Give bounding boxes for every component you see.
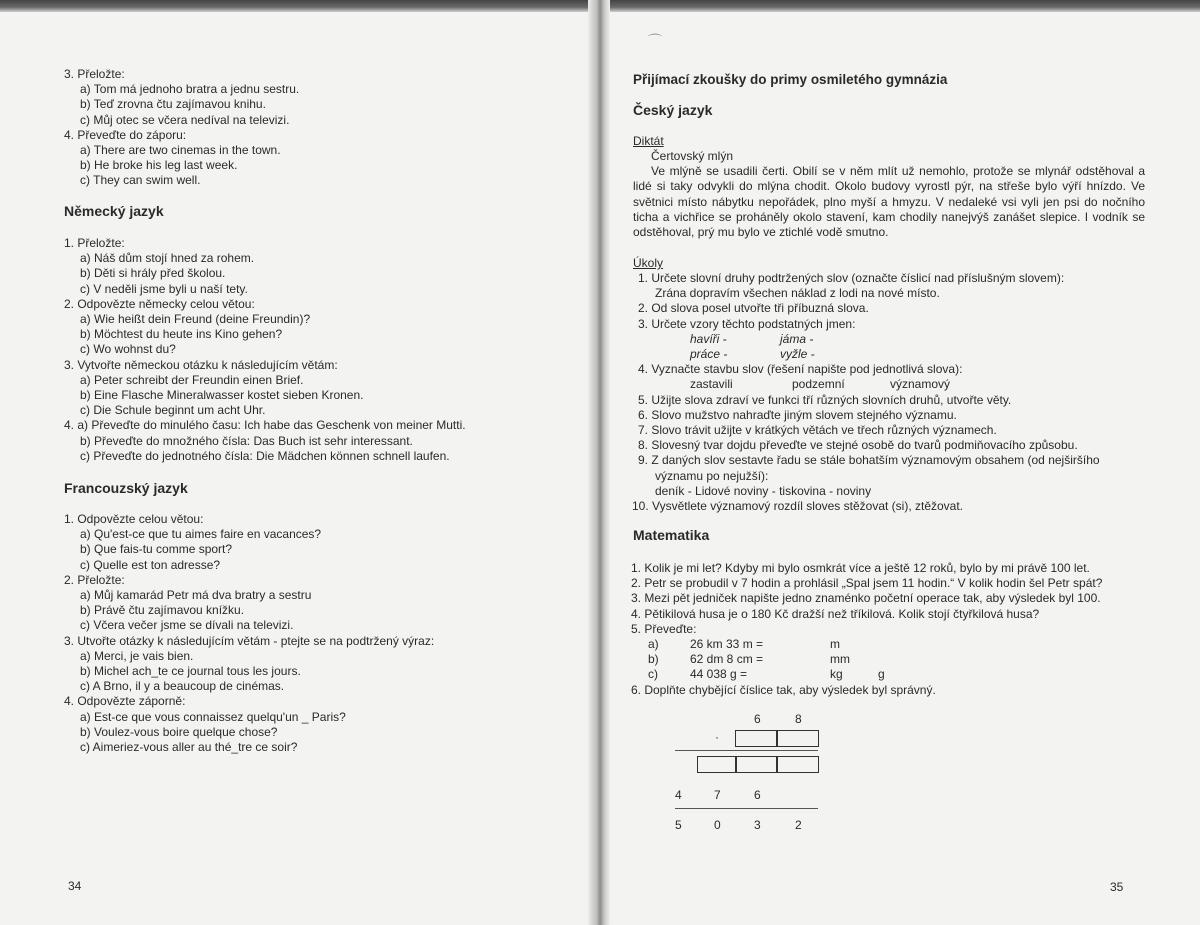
digit-box xyxy=(735,756,778,773)
structure-word: významový xyxy=(890,377,951,392)
list-item: c) Aimeriez-vous aller au thé_tre ce soir? xyxy=(80,740,298,755)
math-item: 6. Doplňte chybějící číslice tak, aby výsledek byl správný. xyxy=(631,682,936,697)
puzzle-digit: 6 xyxy=(754,788,761,802)
conversion-expression: 44 038 g = xyxy=(690,667,748,682)
structure-word: podzemní xyxy=(792,377,845,392)
list-item: a) There are two cinemas in the town. xyxy=(80,143,281,158)
task-sentence: Zrána dopravím všechen náklad z lodi na nové místo. xyxy=(655,286,940,301)
german-exercises xyxy=(64,236,466,464)
french-exercises xyxy=(64,512,434,755)
multiplication-puzzle xyxy=(675,712,825,842)
dictation-label: Diktát xyxy=(633,134,664,148)
tasks-label: Úkoly xyxy=(633,256,664,270)
question-title: 3. Přeložte: xyxy=(64,67,125,81)
noun-word: havíři - xyxy=(690,331,727,346)
section-heading-czech: Český jazyk xyxy=(633,102,713,118)
noun-word: vyžle - xyxy=(780,347,815,362)
task-item: 2. Od slova posel utvořte tři příbuzná slova. xyxy=(638,301,869,316)
structure-word: zastavili xyxy=(690,377,733,392)
question-title: 2. Odpovězte německy celou větou: xyxy=(64,296,255,311)
list-item: c) Můj otec se včera nedíval na televizi. xyxy=(80,112,290,127)
conversion-expression: 26 km 33 m = xyxy=(690,637,764,652)
conversion-expression: 62 dm 8 cm = xyxy=(690,652,764,667)
puzzle-digit: 7 xyxy=(714,788,721,802)
list-item: c) Die Schule beginnt um acht Uhr. xyxy=(80,403,266,418)
list-item: c) Včera večer jsme se dívali na televizi. xyxy=(80,618,294,633)
digit-box xyxy=(776,756,819,773)
list-item: a) Wie heißt dein Freund (deine Freundin)? xyxy=(80,312,311,327)
task-item: 6. Slovo mužstvo nahraďte jiným slovem stejného významu. xyxy=(638,407,957,422)
math-tasks xyxy=(631,561,1102,698)
noun-word: jáma - xyxy=(780,331,814,346)
list-item: a) Merci, je vais bien. xyxy=(80,648,194,663)
question-title: 2. Přeložte: xyxy=(64,572,125,587)
conversion-unit: m xyxy=(830,637,840,652)
list-item: c) Quelle est ton adresse? xyxy=(80,557,221,572)
noun-word: práce - xyxy=(690,347,728,362)
puzzle-digit: 2 xyxy=(795,818,802,832)
english-exercises xyxy=(64,67,299,189)
puzzle-digit: 3 xyxy=(754,818,761,832)
list-item: a) Peter schreibt der Freundin einen Brief. xyxy=(80,372,304,387)
question-title: 4. Převeďte do záporu: xyxy=(64,127,187,142)
dictation-paragraph: Ve mlýně se usadili čerti. Obilí se v něm mlít už nemohlo, protože se mlynář odstěhoval a lidé si taky odvykli do mlýna chodit. Okolo budovy vyrostl pýr, na střeše bylo výří hnízdo. Ve světnici místo nábytku nepořádek, plno myší a hmyzu. V nedaleké vsi vyli jen psi do nočního ticha a vichřice se proháněly okolo stavení, kam chodily nanejvýš zanášet slepice. I vodník se odstěhoval, prý mu bylo ve ztichlé vodě smutno. xyxy=(633,164,1145,240)
math-item: 2. Petr se probudil v 7 hodin a prohlásil „Spal jsem 11 hodin.“ V kolik hodin šel Petr spát? xyxy=(631,576,1103,591)
page-title: Přijímací zkoušky do primy osmiletého gymnázia xyxy=(633,72,948,87)
list-item: c) V neděli jsme byli u naší tety. xyxy=(80,281,248,296)
left-page xyxy=(0,0,588,925)
math-item: 1. Kolik je mi let? Kdyby mi bylo osmkrát více a ještě 12 roků, bylo by mi právě 100 let. xyxy=(631,561,1090,575)
task-item: 9. Z daných slov sestavte řadu se stále bohatším významovým obsahem (od nejširšího xyxy=(638,453,1100,468)
divider-line xyxy=(675,750,818,751)
list-item: c) A Brno, il y a beaucoup de cinémas. xyxy=(80,679,285,694)
puzzle-digit: 0 xyxy=(714,818,721,832)
list-item: a) Qu'est-ce que tu aimes faire en vacances? xyxy=(80,527,322,542)
list-item: a) Náš dům stojí hned za rohem. xyxy=(80,251,255,266)
dictation-text xyxy=(633,164,1145,240)
task-item: 5. Užijte slova zdraví ve funkci tří různých slovních druhů, utvořte věty. xyxy=(638,392,1012,407)
task-item: 8. Slovesný tvar dojdu převeďte ve stejné osobě do tvarů podmiňovacího způsobu. xyxy=(638,438,1078,453)
list-item: b) Voulez-vous boire quelque chose? xyxy=(80,724,278,739)
list-item: a) Můj kamarád Petr má dva bratry a sestru xyxy=(80,588,312,603)
page-number: 35 xyxy=(1110,880,1124,894)
divider-line xyxy=(675,808,818,809)
puzzle-digit: 5 xyxy=(675,818,682,832)
list-item: b) Eine Flasche Mineralwasser kostet sieben Kronen. xyxy=(80,388,364,403)
multiply-dot: · xyxy=(715,730,719,744)
list-item: b) Que fais-tu comme sport? xyxy=(80,542,233,557)
section-heading-german: Německý jazyk xyxy=(64,203,164,219)
conversion-label: b) xyxy=(648,652,659,667)
question-title: 3. Vytvořte německou otázku k následujícím větám: xyxy=(64,357,338,372)
task-item-continued: významu po nejužší): xyxy=(655,468,769,483)
list-item: b) Michel ach_te ce journal tous les jours. xyxy=(80,664,301,679)
conversion-row xyxy=(631,667,1102,682)
question-title: 1. Přeložte: xyxy=(64,236,125,250)
task-item: 7. Slovo trávit užijte v krátkých větách ve třech různých významech. xyxy=(638,423,997,438)
task-item: 10. Vysvětlete významový rozdíl sloves stěžovat (si), ztěžovat. xyxy=(632,499,964,514)
math-item: 4. Pětikilová husa je o 180 Kč dražší než tříkilová. Kolik stojí čtyřkilová husa? xyxy=(631,606,1040,621)
conversion-label: a) xyxy=(648,637,659,652)
list-item: b) Převeďte do množného čísla: Das Buch ist sehr interessant. xyxy=(80,433,413,448)
digit-box xyxy=(776,730,819,747)
question-title: 1. Odpovězte celou větou: xyxy=(64,512,204,526)
puzzle-digit: 4 xyxy=(675,788,682,802)
puzzle-digit: 6 xyxy=(754,712,761,726)
conversion-row xyxy=(631,652,1102,667)
list-item: b) Děti si hrály před školou. xyxy=(80,266,226,281)
list-item: c) Wo wohnst du? xyxy=(80,342,176,357)
question-title: 4. a) Převeďte do minulého času: Ich habe das Geschenk von meiner Mutti. xyxy=(64,418,466,433)
list-item: a) Tom má jednoho bratra a jednu sestru. xyxy=(80,82,300,97)
list-item: b) He broke his leg last week. xyxy=(80,158,238,173)
conversion-label: c) xyxy=(648,667,658,682)
conversion-row xyxy=(631,637,1102,652)
list-item: c) They can swim well. xyxy=(80,173,201,188)
section-heading-math: Matematika xyxy=(633,527,710,543)
conversion-unit: kg xyxy=(830,667,843,682)
right-page xyxy=(610,0,1200,925)
math-item: 3. Mezi pět jedniček napište jedno znaménko početní operace tak, aby výsledek byl 100. xyxy=(631,591,1101,606)
page-number: 34 xyxy=(68,879,82,893)
section-heading-french: Francouzský jazyk xyxy=(64,480,188,496)
task-item: 3. Určete vzory těchto podstatných jmen: xyxy=(638,316,856,331)
math-item: 5. Převeďte: xyxy=(631,621,697,636)
czech-tasks xyxy=(632,271,1100,514)
question-title: 3. Utvořte otázky k následujícím větám - ptejte se na podtržený výraz: xyxy=(64,633,435,648)
list-item: b) Právě čtu zajímavou knížku. xyxy=(80,603,245,618)
dictation-title: Čertovský mlýn xyxy=(651,149,734,163)
task-item: 4. Vyznačte stavbu slov (řešení napište pod jednotlivá slova): xyxy=(638,362,963,377)
task-word-series: deník - Lidové noviny - tiskovina - noviny xyxy=(655,483,872,498)
list-item: b) Teď zrovna čtu zajímavou knihu. xyxy=(80,97,266,112)
pencil-mark-icon: ⌒ xyxy=(648,33,662,49)
task-item: 1. Určete slovní druhy podtržených slov (označte číslicí nad příslušným slovem): xyxy=(638,271,1065,285)
list-item: a) Est-ce que vous connaissez quelqu'un _ Paris? xyxy=(80,709,346,724)
book-spine xyxy=(588,0,610,925)
digit-box xyxy=(735,730,778,747)
list-item: c) Převeďte do jednotného čísla: Die Mädchen können schnell laufen. xyxy=(80,448,450,463)
digit-box xyxy=(697,756,737,773)
question-title: 4. Odpovězte záporně: xyxy=(64,694,186,709)
conversion-unit: mm xyxy=(830,652,850,667)
conversion-unit: g xyxy=(878,667,885,682)
list-item: b) Möchtest du heute ins Kino gehen? xyxy=(80,327,283,342)
puzzle-digit: 8 xyxy=(795,712,802,726)
